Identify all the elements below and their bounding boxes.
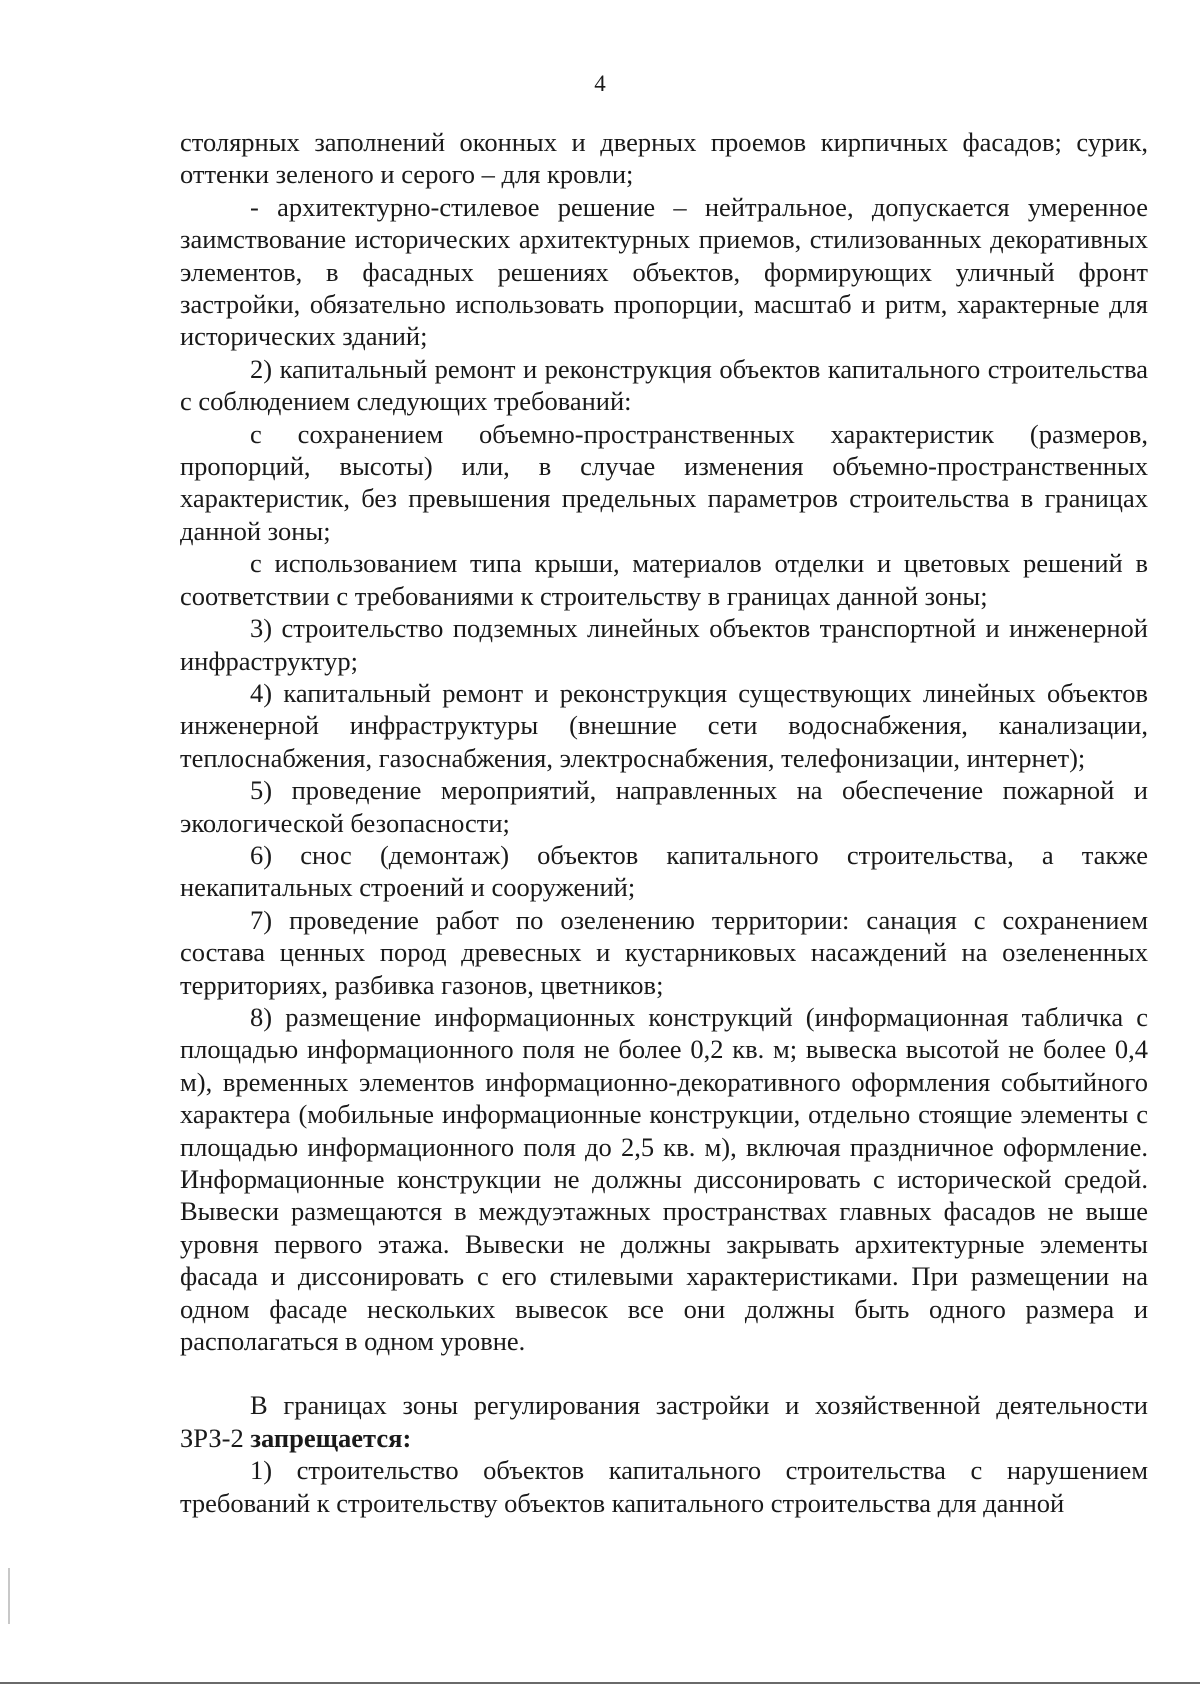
- paragraph-architectural-style: - архитектурно-стилевое решение – нейтральное, допускается умеренное заимствование исторических архитектурных приемов, стилизованных декоративных элементов, в фасадных решениях объектов, формирующих уличный фронт застройки, обязательно использовать пропорции, масштаб и ритм, характерные для исторических зданий;: [180, 191, 1148, 352]
- list-item-3: 3) строительство подземных линейных объектов транспортной и инженерной инфраструктур;: [180, 613, 1148, 676]
- zrz2-intro-text: В границах зоны регулирования застройки и хозяйственной деятельности ЗРЗ-2: [180, 1390, 1148, 1453]
- scan-edge-mark: [8, 1568, 10, 1624]
- document-body: [180, 126, 1148, 1519]
- list-item-5: 5) проведение мероприятий, направленных на обеспечение пожарной и экологической безопасности;: [180, 775, 1148, 838]
- list-item-2: 2) капитальный ремонт и реконструкция объектов капитального строительства с соблюдением следующих требований:: [180, 353, 1148, 417]
- list-item-4: 4) капитальный ремонт и реконструкция существующих линейных объектов инженерной инфраструктуры (внешние сети водоснабжения, канализации, теплоснабжения, газоснабжения, электроснабжения, телефонизации, интернет);: [180, 677, 1148, 773]
- zrz2-prohibition-heading: [180, 1389, 1148, 1454]
- list-item-6: 6) снос (демонтаж) объектов капитального строительства, а также некапитальных строений и сооружений;: [180, 839, 1148, 903]
- paragraph-volume-preservation: с сохранением объемно-пространственных характеристик (размеров, пропорций, высоты) или, в случае изменения объемно-пространственных характеристик, без превышения предельных параметров строительства в границах данной зоны;: [180, 418, 1148, 546]
- prohibited-item-1: 1) строительство объектов капитального строительства с нарушением требований к строительству объектов капитального строительства для данной: [180, 1455, 1148, 1518]
- paragraph-continuation: столярных заполнений оконных и дверных проемов кирпичных фасадов; сурик, оттенки зеленого и серого – для кровли;: [180, 127, 1148, 190]
- page-number: 4: [594, 71, 606, 96]
- list-item-8: 8) размещение информационных конструкций (информационная табличка с площадью информационного поля не более 0,2 кв. м; вывеска высотой не более 0,4 м), временных элементов информационно-декоративного оформления событийного характера (мобильные информационные конструкции, отдельно стоящие элементы с площадью информационного поля до 2,5 кв. м), включая праздничное оформление. Информационные конструкции не должны диссонировать с исторической средой. Вывески размещаются в междуэтажных пространствах главных фасадов не выше уровня первого этажа. Вывески не должны закрывать архитектурные элементы фасада и диссонировать с его стилевыми характеристиками. При размещении на одном фасаде нескольких вывесок все они должны быть одного размера и располагаться в одном уровне.: [180, 1001, 1148, 1357]
- bottom-page-edge-line: [0, 1682, 1200, 1684]
- list-item-7: 7) проведение работ по озеленению территории: санация с сохранением состава ценных пород древесных и кустарниковых насаждений на озелененных территориях, разбивка газонов, цветников;: [180, 904, 1148, 1000]
- prohibited-label: запрещается:: [250, 1422, 412, 1453]
- paragraph-roof-materials: с использованием типа крыши, материалов отделки и цветовых решений в соответствии с требованиями к строительству в границах данной зоны;: [180, 548, 1148, 611]
